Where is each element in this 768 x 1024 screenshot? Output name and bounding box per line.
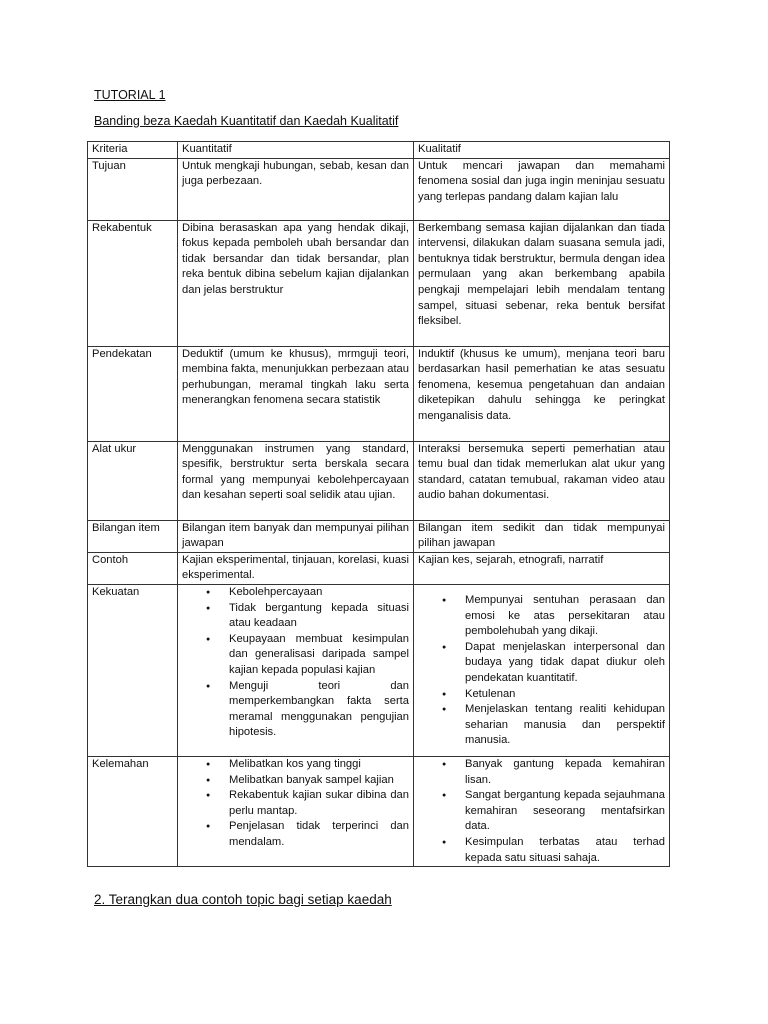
qual-cell: Bilangan item sedikit dan tidak mempunyai pilihan jawapan <box>414 520 670 552</box>
quant-cell: Untuk mengkaji hubungan, sebab, kesan dan juga perbezaan. <box>178 158 414 220</box>
bullet-list <box>182 757 409 851</box>
list-item: ● Rekabentuk kajian sukar dibina dan perlu mantap. <box>220 788 409 819</box>
criterion-cell: Rekabentuk <box>88 220 178 346</box>
header-kualitatif: Kualitatif <box>414 142 670 159</box>
table-row <box>88 346 670 441</box>
list-item: ● Melibatkan kos yang tinggi <box>220 757 409 773</box>
table-row-kelemahan <box>88 756 670 866</box>
quant-cell: Dibina berasaskan apa yang hendak dikaji, fokus kepada pemboleh ubah bersandar dan tidak bersandar dan tidak bersandar, plan reka bentuk dibina sebelum kajian dijalankan dan jelas berstruktur <box>178 220 414 346</box>
quant-cell: Deduktif (umum ke khusus), mrmguji teori, membina fakta, menunjukkan perbezaan atau perhubungan, meramal tingkah laku serta menerangkan fenomena secara statistik <box>178 346 414 441</box>
table-header-row <box>88 142 670 159</box>
question-2: 2. Terangkan dua contoh topic bagi setiap kaedah <box>94 892 392 907</box>
quant-cell: Kajian eksperimental, tinjauan, korelasi, kuasi eksperimental. <box>178 552 414 584</box>
list-item: ● Penjelasan tidak terperinci dan mendalam. <box>220 819 409 850</box>
criterion-cell: Kelemahan <box>88 756 178 866</box>
list-item: ● Menjelaskan tentang realiti kehidupan seharian manusia dan perspektif manusia. <box>456 702 665 749</box>
tutorial-title: TUTORIAL 1 <box>94 88 166 102</box>
table-row <box>88 220 670 346</box>
qual-cell: Berkembang semasa kajian dijalankan dan tiada intervensi, dilakukan dalam suasana semula jadi, bentuknya tidak berstruktur, bermula dengan idea permulaan yang akan berkembang apabila pengkaji mempelajari lebih mendalam tentang sampel, situasi sebenar, reka bentuk bersifat fleksibel. <box>414 220 670 346</box>
qual-cell: Interaksi bersemuka seperti pemerhatian atau temu bual dan tidak memerlukan alat ukur yang standard, catatan temubual, rakaman video atau audio bahan dokumentasi. <box>414 441 670 520</box>
header-kuantitatif: Kuantitatif <box>178 142 414 159</box>
criterion-cell: Alat ukur <box>88 441 178 520</box>
table-row <box>88 441 670 520</box>
list-item: ● Keupayaan membuat kesimpulan dan generalisasi daripada sampel kajian kepada populasi kajian <box>220 632 409 679</box>
list-item: ● Ketulenan <box>456 687 665 703</box>
table-row-kekuatan <box>88 584 670 756</box>
quant-cell: Bilangan item banyak dan mempunyai pilihan jawapan <box>178 520 414 552</box>
quant-cell <box>178 584 414 756</box>
list-item: ● Sangat bergantung kepada sejauhmana kemahiran seseorang mentafsirkan data. <box>456 788 665 835</box>
table-caption: Banding beza Kaedah Kuantitatif dan Kaedah Kualitatif <box>94 114 399 128</box>
bullet-list <box>418 757 665 866</box>
list-item: ● Mempunyai sentuhan perasaan dan emosi ke atas persekitaran atau pembolehubah yang dikaji. <box>456 593 665 640</box>
table-row <box>88 552 670 584</box>
list-item: ● Kebolehpercayaan <box>220 585 409 601</box>
criterion-cell: Contoh <box>88 552 178 584</box>
qual-cell: Kajian kes, sejarah, etnografi, narratif <box>414 552 670 584</box>
bullet-list <box>182 585 409 741</box>
criterion-cell: Tujuan <box>88 158 178 220</box>
quant-cell: Menggunakan instrumen yang standard, spesifik, berstruktur serta berskala secara formal yang mempunyai kebolehpercayaan dan kesahan seperti soal selidik atau ujian. <box>178 441 414 520</box>
criterion-cell: Kekuatan <box>88 584 178 756</box>
quant-cell <box>178 756 414 866</box>
qual-cell <box>414 756 670 866</box>
qual-cell: Untuk mencari jawapan dan memahami fenomena sosial dan juga ingin meninjau sesuatu yang terlepas pandang dalam kajian lalu <box>414 158 670 220</box>
qual-cell <box>414 584 670 756</box>
list-item: ● Menguji teori dan memperkembangkan fakta serta meramal menggunakan pengujian hipotesis. <box>220 679 409 741</box>
criterion-cell: Bilangan item <box>88 520 178 552</box>
table-row <box>88 520 670 552</box>
list-item: ● Kesimpulan terbatas atau terhad kepada satu situasi sahaja. <box>456 835 665 866</box>
qual-cell: Induktif (khusus ke umum), menjana teori baru berdasarkan hasil pemerhatian ke atas sesuatu fenomena, kesemua pengetahuan dan andaian diketepikan dahulu sehingga ke peringkat menganalisis data. <box>414 346 670 441</box>
criterion-cell: Pendekatan <box>88 346 178 441</box>
list-item: ● Tidak bergantung kepada situasi atau keadaan <box>220 601 409 632</box>
list-item: ● Melibatkan banyak sampel kajian <box>220 773 409 789</box>
table-row <box>88 158 670 220</box>
list-item: ● Dapat menjelaskan interpersonal dan budaya yang tidak dapat diukur oleh pendekatan kuantitatif. <box>456 640 665 687</box>
list-item: ● Banyak gantung kepada kemahiran lisan. <box>456 757 665 788</box>
bullet-list <box>418 593 665 749</box>
comparison-table <box>87 141 670 867</box>
header-kriteria: Kriteria <box>88 142 178 159</box>
